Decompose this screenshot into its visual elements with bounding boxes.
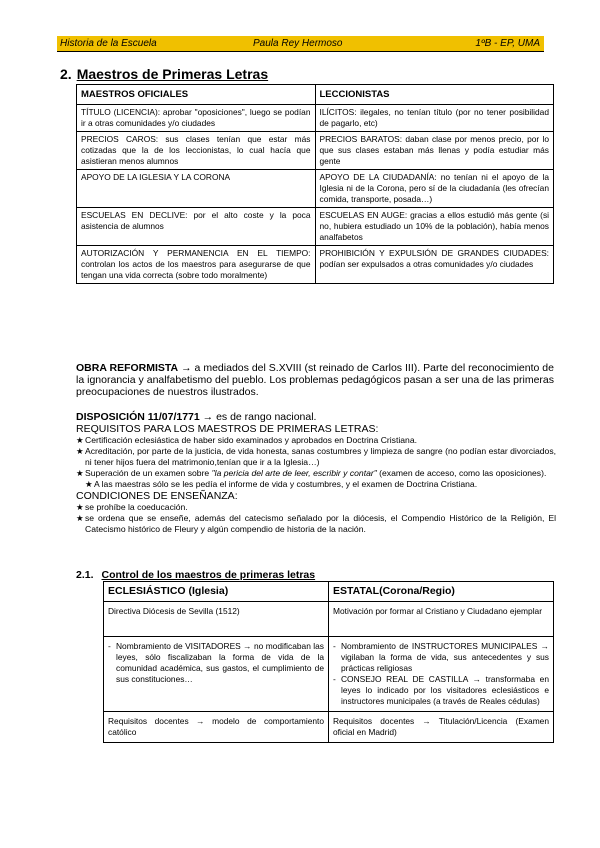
star-icon: ★ <box>76 446 84 456</box>
list-item <box>333 641 549 674</box>
table-cell: Requisitos docentes → Titulación/Licencia (Examen oficial en Madrid) <box>329 712 554 743</box>
requisitos-title: REQUISITOS PARA LOS MAESTROS DE PRIMERAS LETRAS: <box>76 423 379 435</box>
table-cell: TÍTULO (LICENCIA): aprobar "oposiciones", luego se podían ir a otras comunidades y/o ciudades <box>77 105 316 132</box>
header-eclesiastico: ECLESIÁSTICO (Iglesia) <box>104 582 329 602</box>
comparison-table <box>76 84 554 284</box>
table-header-row <box>104 582 554 602</box>
disposicion-block <box>76 411 556 535</box>
dash-bullet: - <box>333 674 336 684</box>
header-estatal: ESTATAL(Corona/Regio) <box>329 582 554 602</box>
dash-bullet: - <box>333 641 336 651</box>
table-cell: APOYO DE LA IGLESIA Y LA CORONA <box>77 170 316 208</box>
table-cell: PROHIBICIÓN Y EXPULSIÓN DE GRANDES CIUDADES: podían ser expulsados a otras comunidades y/o ciudades <box>315 246 554 284</box>
course-group: 1ºB - EP, UMA <box>475 38 540 49</box>
star-icon: ★ <box>76 502 84 512</box>
table-cell: ESCUELAS EN AUGE: gracias a ellos estudió más gente (si no, hubiera estudiado un 10% de la población), había menos analfabetos <box>315 208 554 246</box>
list-item <box>76 435 556 446</box>
header-maestros-oficiales: MAESTROS OFICIALES <box>77 85 316 105</box>
table-row <box>104 637 554 712</box>
section-number: 2. <box>60 66 72 82</box>
obra-label: OBRA REFORMISTA <box>76 362 179 374</box>
table-cell <box>104 637 329 712</box>
list-item <box>76 513 556 535</box>
list-item <box>76 468 556 479</box>
table-row <box>104 602 554 637</box>
disposicion-text: → es de rango nacional. <box>199 411 317 423</box>
star-icon: ★ <box>85 479 93 489</box>
table-cell: ESCUELAS EN DECLIVE: por el alto coste y la poca asistencia de alumnos <box>77 208 316 246</box>
star-icon: ★ <box>76 468 84 478</box>
table-row <box>104 712 554 743</box>
list-item-text: Superación de un examen sobre <box>85 468 212 478</box>
condiciones-title: CONDICIONES DE ENSEÑANZA: <box>76 490 238 502</box>
table-row <box>77 132 554 170</box>
table-cell: PRECIOS BARATOS: daban clase por menos precio, por lo que sus clases estaban más llenas y podía estudiar más gente <box>315 132 554 170</box>
table-cell <box>329 637 554 712</box>
table-row <box>77 170 554 208</box>
list-item-note <box>85 479 556 490</box>
page-header <box>57 36 544 52</box>
obra-text: → a mediados del S.XVIII (st reinado de Carlos III). Parte del reconocimiento de la ignorancia y analfabetismo del pueblo. Los problemas pedagógicos pasan a ser una de las primeras preocupaciones de nuestros ilustrados. <box>76 362 554 398</box>
disposicion-line <box>76 411 556 423</box>
list-item-text: (examen de acceso, como las oposiciones). <box>376 468 547 478</box>
author-name: Paula Rey Hermoso <box>253 38 343 49</box>
table-row <box>77 105 554 132</box>
obra-reformista-paragraph <box>76 362 554 398</box>
table-cell: APOYO DE LA CIUDADANÍA: no tenían ni el apoyo de la Iglesia ni de la Corona, pero sí de la ciudadanía (les ofrecían comida, transporte, posada…) <box>315 170 554 208</box>
table-row <box>77 208 554 246</box>
list-item-quote: "la pericia del arte de leer, escribir y contar" <box>211 468 377 478</box>
disposicion-label: DISPOSICIÓN 11/07/1771 <box>76 411 200 423</box>
section-title-text: Maestros de Primeras Letras <box>76 66 269 82</box>
table-cell: Requisitos docentes → modelo de comportamiento católico <box>104 712 329 743</box>
star-icon: ★ <box>76 435 84 445</box>
header-leccionistas: LECCIONISTAS <box>315 85 554 105</box>
dash-bullet: - <box>108 641 111 651</box>
table-row <box>77 246 554 284</box>
list-item-text: Nombramiento de VISITADORES → no modificaban las leyes, sólo fiscalizaban la forma de vida de la comunidad académica, sus gastos, el cumplimiento de sus constituciones… <box>116 641 324 684</box>
table-cell: ILÍCITOS: ilegales, no tenían título (por no tener posibilidad de pagarlo, etc) <box>315 105 554 132</box>
control-table <box>103 581 554 743</box>
table-cell: PRECIOS CAROS: sus clases tenían que estar más cotizadas que la de los leccionistas, lo cual hacía que asistieran menos alumnos <box>77 132 316 170</box>
list-item-text: Nombramiento de INSTRUCTORES MUNICIPALES → vigilaban la forma de vida, sus antecedentes y sus prácticas religiosas <box>341 641 549 673</box>
table-cell: Motivación por formar al Cristiano y Ciudadano ejemplar <box>329 602 554 637</box>
list-item <box>108 641 324 685</box>
course-name: Historia de la Escuela <box>60 38 157 49</box>
list-item <box>76 446 556 468</box>
list-item-text: A las maestras sólo se les pedía el informe de vida y costumbres, y el examen de Doctrina Cristiana. <box>94 479 478 489</box>
list-item-text: Certificación eclesiástica de haber sido examinados y aprobados en Doctrina Cristiana. <box>85 435 417 445</box>
subsection-title-text: Control de los maestros de primeras letras <box>101 569 316 581</box>
table-cell: Directiva Diócesis de Sevilla (1512) <box>104 602 329 637</box>
subsection-title <box>76 569 315 581</box>
table-cell: AUTORIZACIÓN Y PERMANENCIA EN EL TIEMPO: controlan los actos de los maestros para asegurarse de que tengan una vida correcta (sobre todo moralmente) <box>77 246 316 284</box>
list-item <box>76 502 556 513</box>
section-title <box>60 66 268 82</box>
list-item-text: se prohíbe la coeducación. <box>85 502 188 512</box>
star-icon: ★ <box>76 513 84 523</box>
subsection-number: 2.1. <box>76 569 94 581</box>
list-item-text: se ordena que se enseñe, además del catecismo señalado por la diócesis, el Compendio Histórico de la Religión, El Catecismo histórico de Fleury y algún compendio de historia de la nación. <box>85 513 556 534</box>
list-item <box>333 674 549 707</box>
table-header-row <box>77 85 554 105</box>
list-item-text: Acreditación, por parte de la justicia, de vida honesta, sanas costumbres y limpieza de sangre (no podían estar divorciados, ni tener hijos fuera del matrimonio,tenían que ir a la Iglesia…) <box>85 446 556 467</box>
list-item-text: CONSEJO REAL DE CASTILLA → transformaba en leyes lo indicado por los visitadores eclesiásticos e instructores municipales (a través de Reales cédulas) <box>341 674 549 706</box>
